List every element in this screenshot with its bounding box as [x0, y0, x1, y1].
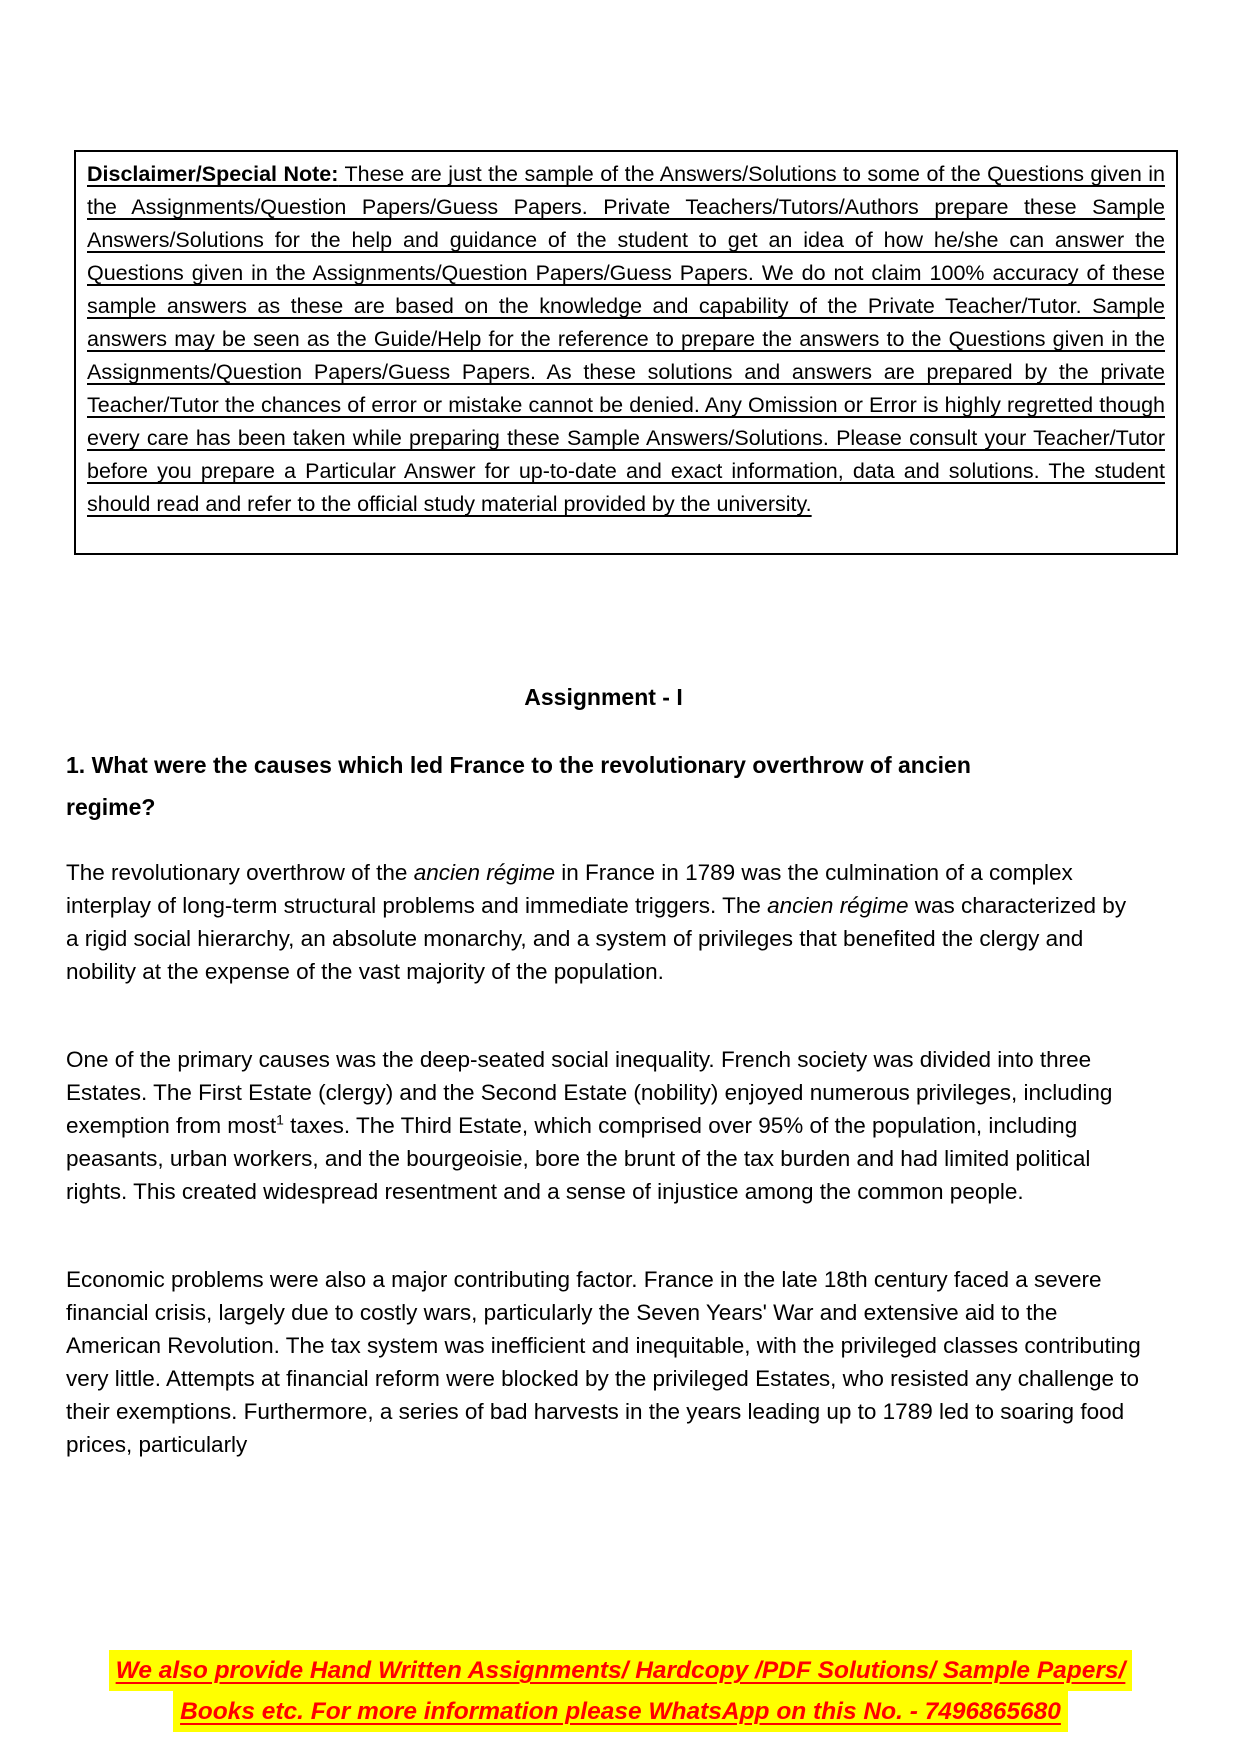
paragraph-text: in France in 1789 was the culmination of a complex interplay of long-term structural problems and immediate triggers. The [66, 860, 1073, 918]
answer-paragraph-2 [66, 1043, 1142, 1208]
disclaimer-text [87, 158, 1165, 521]
italic-term-ancien-regime: ancien régime [413, 860, 556, 885]
paragraph-text: was characterized by a rigid social hierarchy, an absolute monarchy, and a system of privileges that benefited the clergy and nobility at the expense of the vast majority of the population. [66, 893, 1127, 984]
promo-line-2 [0, 1691, 1241, 1732]
footnote-marker: 1 [276, 1111, 284, 1128]
promo-line-1 [0, 1650, 1241, 1691]
paragraph-text: taxes. The Third Estate, which comprised over 95% of the population, including peasants, urban workers, and the bourgeoisie, bore the brunt of the tax burden and had limited political rights. This created widespread resentment and a sense of injustice among the common people. [66, 1113, 1091, 1204]
promo-line-1-text: We also provide Hand Written Assignments/ Hardcopy /PDF Solutions/ Sample Papers/ [109, 1650, 1133, 1691]
answer-body [66, 856, 1142, 1516]
paragraph-text: The revolutionary overthrow of the [66, 860, 414, 885]
answer-paragraph-1 [66, 856, 1142, 988]
disclaimer-note-label: Disclaimer/Special Note: [87, 162, 339, 186]
promo-line-2-text: Books etc. For more information please WhatsApp on this No. - 7496865680 [173, 1691, 1068, 1732]
italic-term-ancien-regime: ancien régime [767, 893, 909, 918]
promo-banner [0, 1650, 1241, 1732]
question-1-heading: 1. What were the causes which led France to the revolutionary overthrow of ancien regime? [66, 752, 971, 820]
disclaimer-box [74, 150, 1178, 555]
disclaimer-note-body: These are just the sample of the Answers/Solutions to some of the Questions given in the Assignments/Question Papers/Guess Papers. Private Teachers/Tutors/Authors prepare these Sample Answers/Solutions for the help and guidance of the student to get an idea of how he/she can answer the Questions given in the Assignments/Question Papers/Guess Papers. We do not claim 100% accuracy of these sample answers as these are based on the knowledge and capability of the Private Teacher/Tutor. Sample answers may be seen as the Guide/Help for the reference to prepare the answers to the Questions given in the Assignments/Question Papers/Guess Papers. As these solutions and answers are prepared by the private Teacher/Tutor the chances of error or mistake cannot be denied. Any Omission or Error is highly regretted though every care has been taken while preparing these Sample Answers/Solutions. Please consult your Teacher/Tutor before you prepare a Particular Answer for up-to-date and exact information, data and solutions. The student should read and refer to the official study material provided by the university. [87, 162, 1166, 516]
assignment-heading: Assignment - I [524, 684, 683, 710]
paragraph-text: Economic problems were also a major contributing factor. France in the late 18th century faced a severe financial crisis, largely due to costly wars, particularly the Seven Years' War and extensive aid to the American Revolution. The tax system was inefficient and inequitable, with the privileged classes contributing very little. Attempts at financial reform were blocked by the privileged Estates, who resisted any challenge to their exemptions. Furthermore, a series of bad harvests in the years leading up to 1789 led to soaring food prices, particularly [66, 1267, 1141, 1457]
answer-paragraph-3 [66, 1263, 1142, 1461]
paragraph-text: One of the primary causes was the deep-seated social inequality. French society was divided into three Estates. The First Estate (clergy) and the Second Estate (nobility) enjoyed numerous privileges, including exemption from most [66, 1047, 1113, 1138]
